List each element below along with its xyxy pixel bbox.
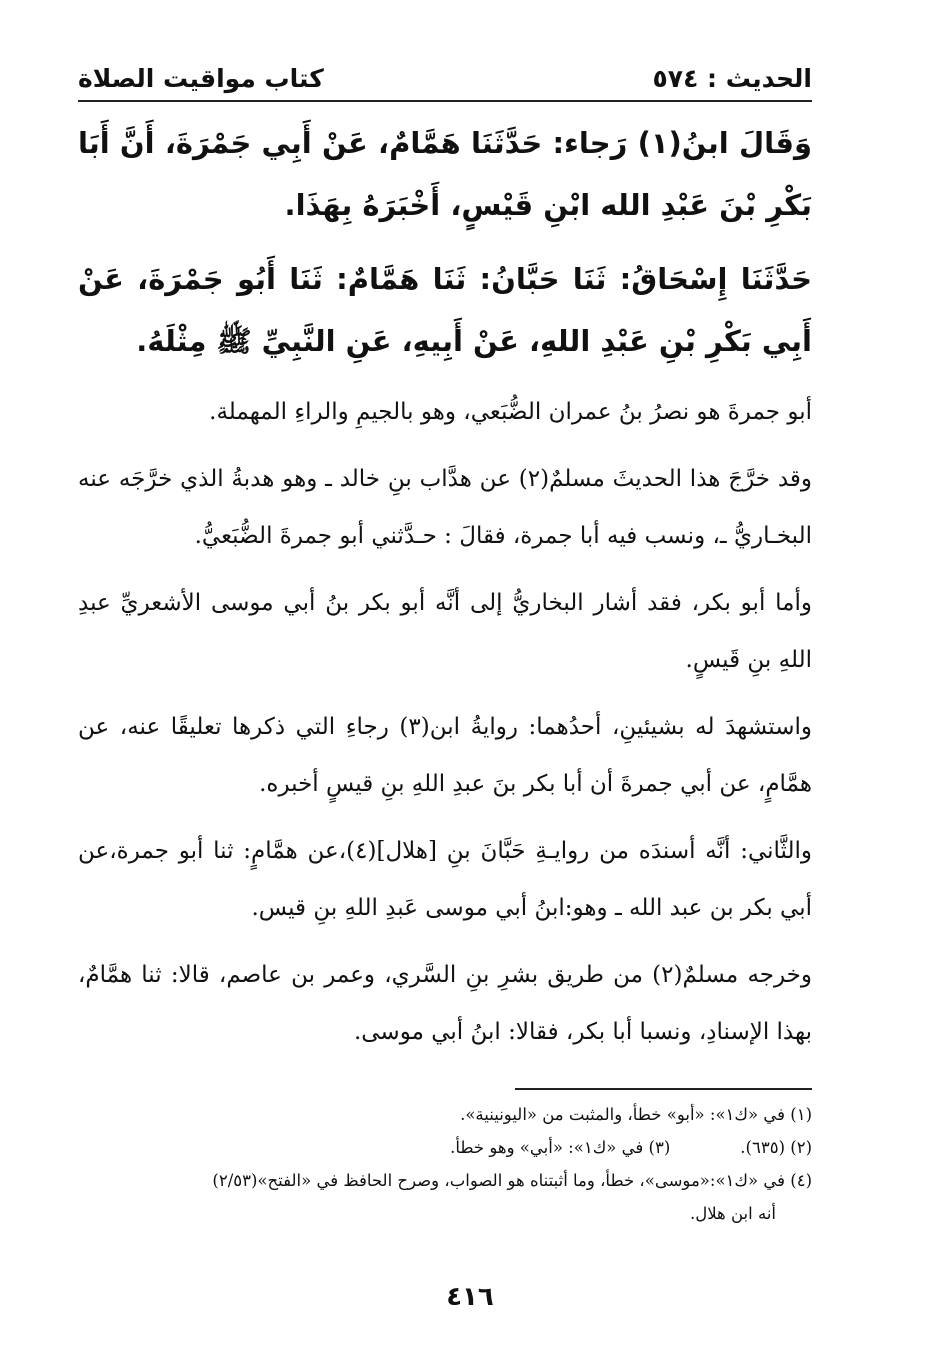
header-rule: [78, 100, 812, 102]
hadith-number-label: الحديث : ٥٧٤: [652, 64, 812, 93]
hadith-text-paragraph: حَدَّثَنَا إِسْحَاقُ: ثَنَا حَبَّانُ: ثَنَا هَمَّامٌ: ثَنَا أَبُو جَمْرَةَ، عَنْ أَبِي بَكْرِ بْنِ عَبْدِ اللهِ، عَنْ أَبِيهِ، عَنِ النَّبِيِّ ﷺ مِثْلَهُ.: [78, 262, 812, 358]
page-number: ٤١٦: [446, 1282, 494, 1312]
hadith-text-paragraph: وَقَالَ ابنُ(١) رَجاء: حَدَّثَنَا هَمَّامٌ، عَنْ أَبِي جَمْرَةَ، أَنَّ أَبَا بَكْرِ بْنَ عَبْدِ الله ابْنِ قَيْسٍ، أَخْبَرَهُ بِهَذَا.: [78, 126, 813, 222]
footnote-row: [78, 1131, 812, 1164]
running-header: [78, 58, 812, 98]
commentary-paragraph: وأما أبو بكر، فقد أشار البخاريُّ إلى أنَّه أبو بكر بنُ أبي موسى الأشعريِّ عبدِ اللهِ بنِ قَيسٍ.: [78, 590, 812, 673]
footnote-separator: [515, 1088, 812, 1090]
footnote-4: (٤) في «ك١»:«موسى»، خطأ، وما أثبتناه هو الصواب، وصرح الحافظ في «الفتح»(٢/٥٣): [212, 1171, 812, 1190]
page-body: [78, 112, 812, 1071]
footnote-3: (٣) في «ك١»: «أبي» وهو خطأ.: [450, 1138, 671, 1157]
commentary-paragraph: وقد خرَّجَ هذا الحديثَ مسلمٌ(٢) عن هدَّاب بنِ خالد ـ وهو هدبةُ الذي خرَّجَه عنه البخـاريُّ ـ، ونسب فيه أبا جمرة، فقالَ : حـدَّثني أبو جمرةَ الضُّبَعيُّ.: [78, 466, 812, 549]
footnote-2: (٢) (٦٣٥).: [740, 1138, 812, 1157]
commentary-paragraph: واستشهدَ له بشيئينِ، أحدُهما: روايةُ ابن(٣) رجاءِ التي ذكرها تعليقًا عنه، عن همَّامٍ، عن أبي جمرةَ أن أبا بكر بنَ عبدِ اللهِ بنِ قيسٍ أخبره.: [78, 714, 812, 797]
footnote-4-continuation: أنه ابن هلال.: [689, 1204, 776, 1223]
commentary-paragraph: وخرجه مسلمٌ(٢) من طريق بشرِ بنِ السَّري، وعمر بن عاصم، قالا: ثنا همَّامٌ، بهذا الإسنادِ، ونسبا أبا بكر، فقالا: ابنُ أبي موسى.: [78, 962, 813, 1045]
book-title: كتاب مواقيت الصلاة: [78, 64, 324, 93]
footnotes: [78, 1098, 812, 1230]
commentary-paragraph: أبو جمرةَ هو نصرُ بنُ عمران الضُّبَعي، وهو بالجيمِ والراءِ المهملة.: [209, 399, 812, 425]
footnote-1: (١) في «ك١»: «أبو» خطأ، والمثبت من «اليونينية».: [460, 1105, 812, 1124]
commentary-paragraph: والثَّاني: أنَّه أسندَه من روايـةِ حَبَّانَ بنِ [هلال](٤)،عن همَّامٍ: ثنا أبو جمرة،عن أبي بكر بن عبد الله ـ وهو:ابنُ أبي موسى عَبدِ اللهِ بنِ قيس.: [78, 838, 812, 921]
